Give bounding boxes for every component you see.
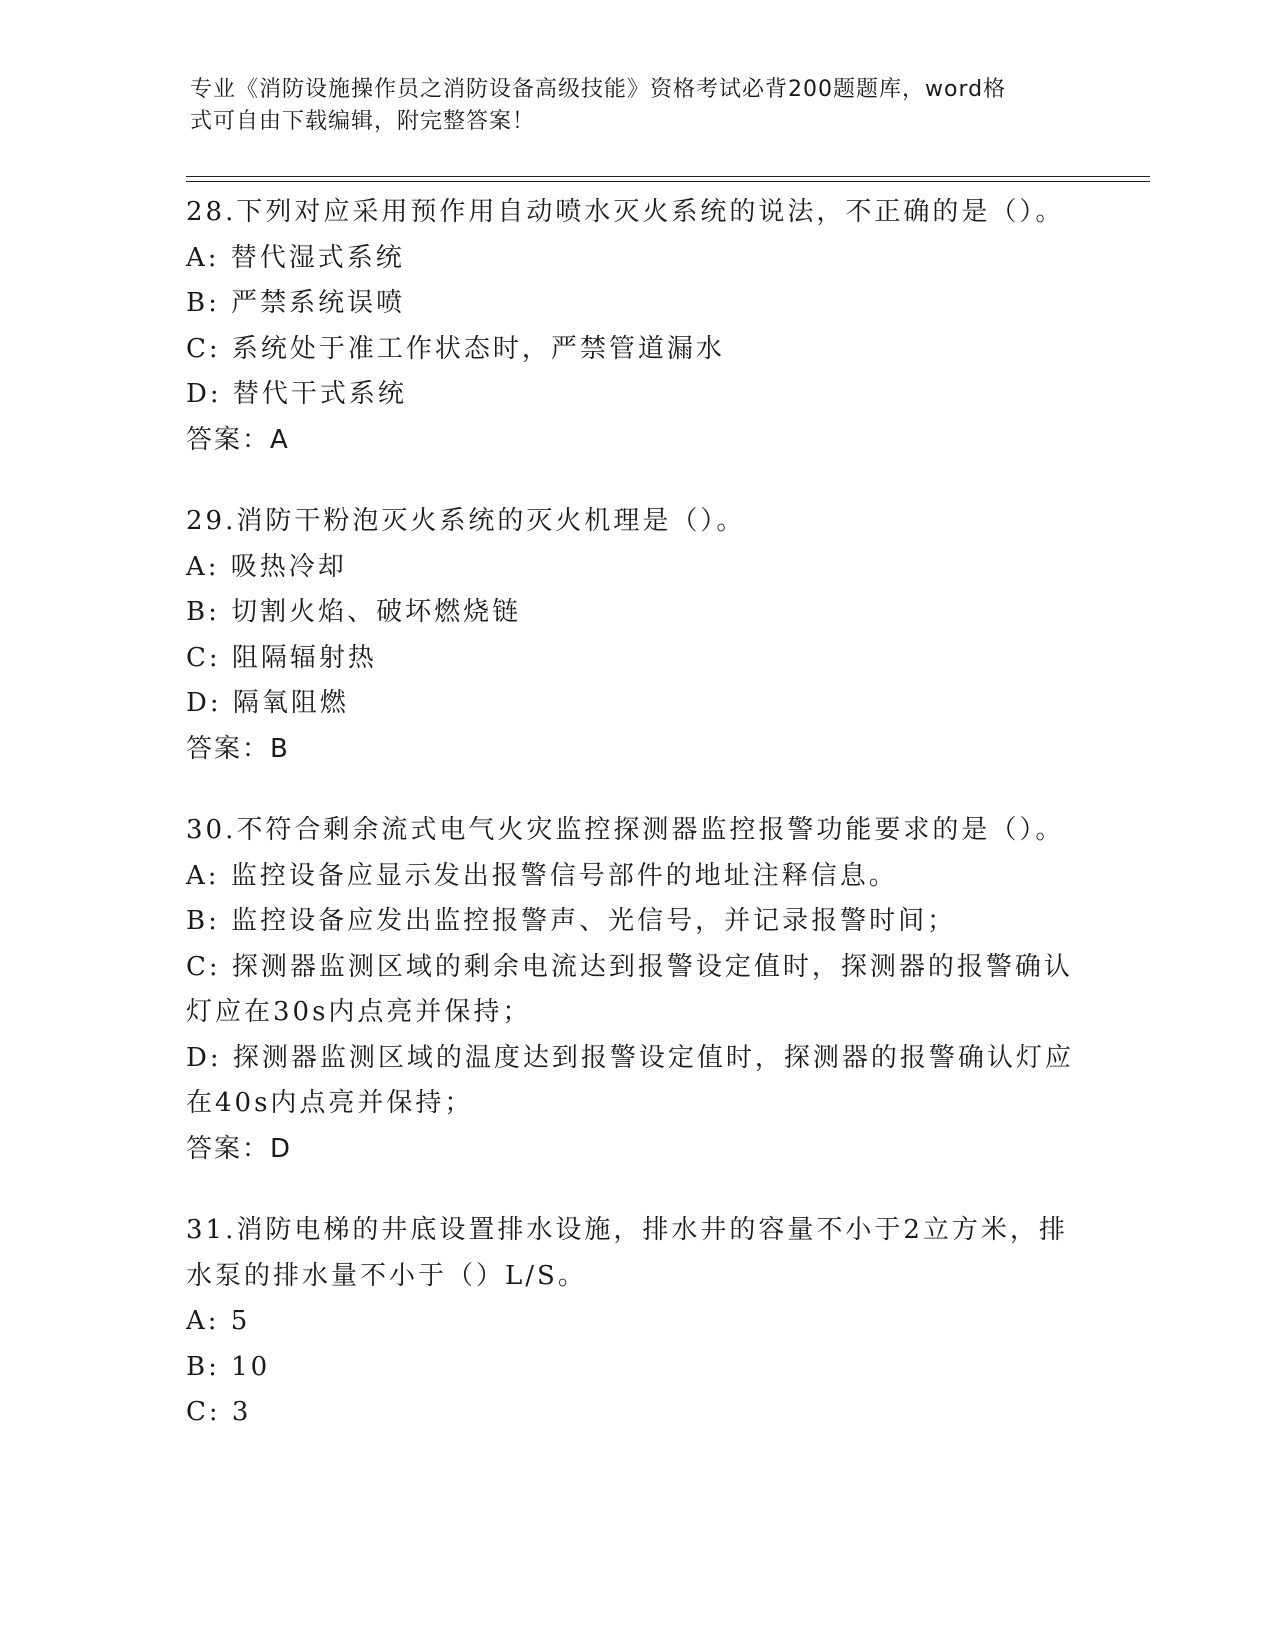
answer-option: B: 10	[186, 1351, 271, 1382]
header-divider-top	[186, 176, 1150, 177]
answer-option: B: 监控设备应发出监控报警声、光信号，并记录报警时间；	[186, 906, 957, 936]
question-stem: 29.消防干粉泡灭火系统的灭火机理是（）。	[186, 506, 746, 536]
question-block	[186, 499, 1086, 772]
answer-option: C: 系统处于准工作状态时，严禁管道漏水	[186, 333, 725, 364]
question-list	[186, 190, 1086, 1472]
answer-option: A: 替代湿式系统	[186, 242, 405, 273]
header-divider-bottom	[186, 181, 1150, 182]
answer-key: 答案：A	[186, 424, 290, 455]
answer-key: 答案：B	[186, 733, 290, 764]
question-stem: 30.不符合剩余流式电气火灾监控探测器监控报警功能要求的是（）。	[186, 815, 1065, 845]
answer-option: A: 5	[186, 1306, 251, 1336]
question-block	[186, 808, 1086, 1172]
question-stem: 水泵的排水量不小于（）L/S。	[186, 1260, 587, 1291]
answer-option: B: 严禁系统误喷	[186, 288, 406, 318]
answer-option: D: 探测器监测区域的温度达到报警设定值时，探测器的报警确认灯应	[186, 1042, 1074, 1073]
answer-option: B: 切割火焰、破坏燃烧链	[186, 597, 522, 627]
answer-option: D: 隔氧阻燃	[186, 688, 349, 718]
question-block	[186, 1208, 1086, 1436]
question-block	[186, 190, 1086, 463]
answer-option: D: 替代干式系统	[186, 379, 407, 409]
answer-option: 在40s内点亮并保持；	[186, 1088, 474, 1118]
answer-option: C: 3	[186, 1397, 252, 1427]
answer-option: A: 监控设备应显示发出报警信号部件的地址注释信息。	[186, 860, 898, 891]
question-stem: 31.消防电梯的井底设置排水设施，排水井的容量不小于2立方米，排	[186, 1215, 1068, 1245]
answer-option: 灯应在30s内点亮并保持；	[186, 997, 532, 1027]
header-line-1: 专业《消防设施操作员之消防设备高级技能》资格考试必背200题题库，word格	[190, 77, 1007, 102]
answer-option: C: 探测器监测区域的剩余电流达到报警设定值时，探测器的报警确认	[186, 951, 1073, 982]
document-header	[190, 74, 1070, 138]
answer-option: C: 阻隔辐射热	[186, 642, 377, 673]
answer-option: A: 吸热冷却	[186, 551, 347, 582]
question-stem: 28.下列对应采用预作用自动喷水灭火系统的说法，不正确的是（）。	[186, 197, 1065, 227]
header-line-2: 式可自由下载编辑，附完整答案！	[190, 109, 536, 134]
answer-key: 答案：D	[186, 1133, 293, 1164]
